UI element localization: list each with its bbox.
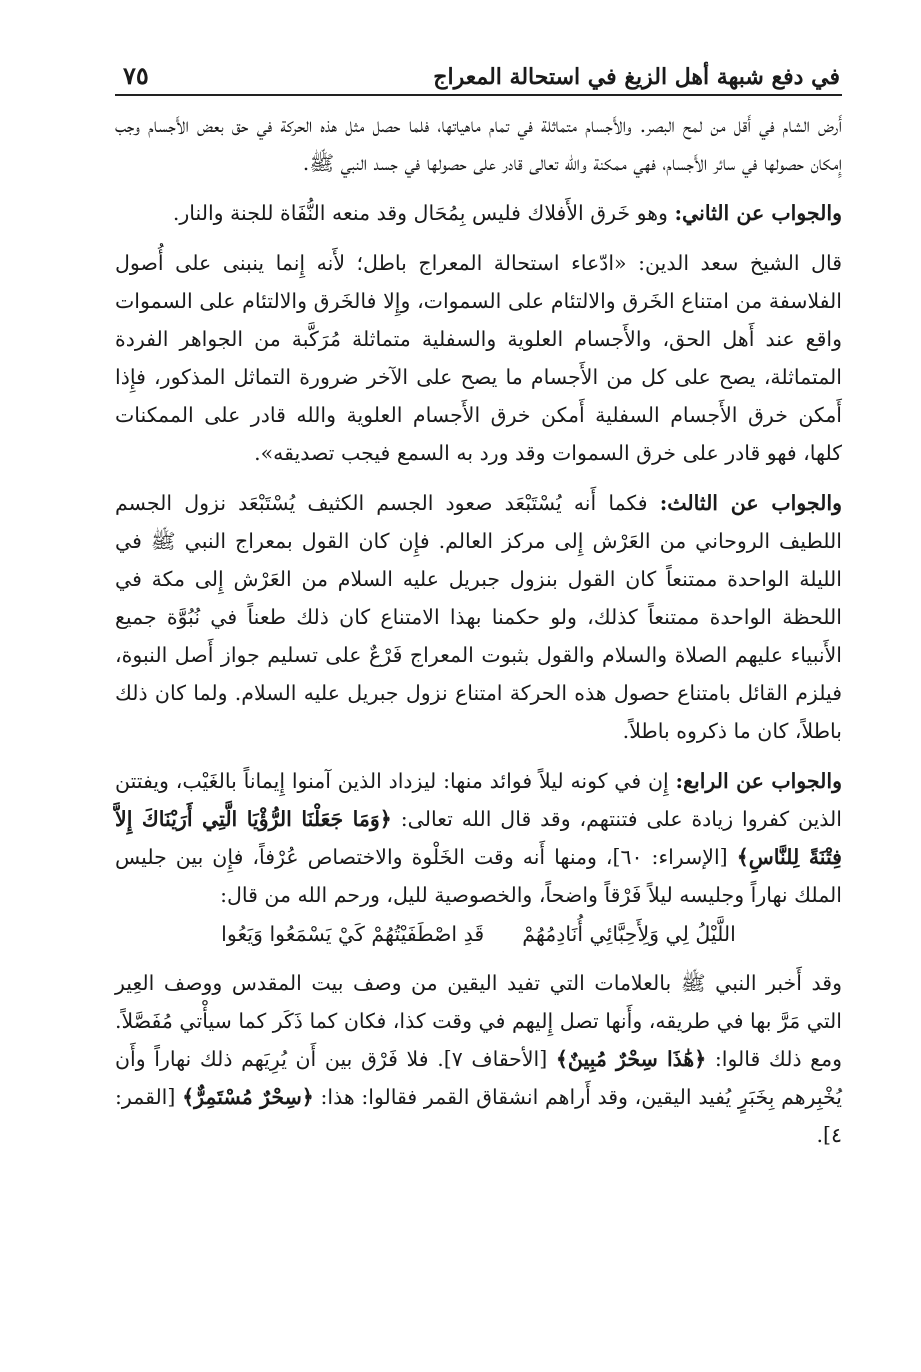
- paragraph-6-text-c: [القمر: ٤].: [115, 1085, 842, 1147]
- page-number: ٧٥: [123, 61, 149, 90]
- verse-first-hemistich: اللَّيْلُ لِي وَلِأَحِبَّائِي أُنَادِمُهُمْ: [522, 922, 736, 946]
- paragraph-2-text: وهو خَرق الأَفلاك فليس بِمُحَال وقد منعه النُّفَاة للجنة والنار.: [172, 201, 675, 225]
- quran-quote: ﴿وَمَا جَعَلْنَا الرُّؤْيَا الَّتِي أَرَيْنَاكَ إِلاَّ فِتْنَةً لِلنَّاسِ﴾: [115, 807, 842, 869]
- poetry-verse: [115, 916, 842, 952]
- paragraph-3: قال الشيخ سعد الدين: «ادّعاء استحالة المعراج باطل؛ لأَنه إِنما ينبنى على أُصول الفلاسفة من امتناع الخَرق والالتئام على السموات، وإِلا فالخَرق والالتئام على السموات واقع عند أَهل الحق، والأَجسام العلوية والسفلية متماثلة مُرَكَّبة من الجواهر الفردة المتماثلة، يصح على كل من الأَجسام ما يصح على الآخر ضرورة التماثل المذكور، فإِذا أَمكن خرق الأَجسام السفلية أَمكن خرق الأَجسام العلوية والله قادر على الممكنات كلها، فهو قادر على خرق السموات وقد ورد به السمع فيجب تصديقه».: [115, 251, 842, 465]
- paragraph-2: [115, 194, 842, 232]
- paragraph-6-text-a: وقد أَخبر النبي ﷺ بالعلامات التي تفيد اليقين من وصف بيت المقدس ووصف العِير التي مَرَّ بها في طريقه، وأَنها تصل إِليهم في وقت كذا، فكان كما ذَكَر كما سيأْتي مُفَصَّلاً. ومع ذلك قالوا:: [115, 971, 842, 1071]
- answer-heading-third: والجواب عن الثالث:: [659, 491, 842, 515]
- quran-quote-a: ﴿هَٰذَا سِحْرٌ مُبِينٌ﴾: [555, 1047, 707, 1071]
- page-header: [115, 40, 842, 90]
- paragraph-6-text-b: [الأحقاف ٧]. فلا فَرْق بين أَن يُرِيَهم ذلك نهاراً وأَن يُخْبِرهم بِخَبَرٍ يُفيد اليقين، وقد أَراهم انشقاق القمر فقالوا: هذا:: [115, 1047, 842, 1109]
- paragraph-5-text-b: [الإسراء: ٦٠]، ومنها أَنه وقت الخَلْوة والاختصاص عُرْفاً، فإِن بين جليس الملك نهاراً وجليسه ليلاً فَرْقاً واضحاً، والخصوصية لليل، ورحم الله من قال:: [115, 845, 842, 907]
- header-rule: [115, 94, 842, 96]
- answer-heading-second: والجواب عن الثاني:: [674, 201, 842, 225]
- paragraph-4: [115, 484, 842, 750]
- paragraph-6: [115, 964, 842, 1154]
- answer-heading-fourth: والجواب عن الرابع:: [675, 769, 842, 793]
- running-title: في دفع شبهة أهل الزيغ في استحالة المعراج: [433, 64, 840, 90]
- book-page: [115, 40, 842, 1340]
- paragraph-5: [115, 762, 842, 914]
- quran-quote-b: ﴿سِحْرٌ مُسْتَمِرٌّ﴾: [182, 1085, 314, 1109]
- paragraph-5-text-a: إِن في كونه ليلاً فوائد منها: ليزداد الذين آمنوا إِيماناً بالغَيْب، ويفتتن الذين كفروا زيادة على فتنتهم، وقد قال الله تعالى:: [115, 769, 842, 831]
- page-body: [115, 106, 842, 1154]
- paragraph-4-text: فكما أَنه يُسْتَبْعَد صعود الجسم الكثيف يُسْتَبْعَد نزول الجسم اللطيف الروحاني من العَرْش إِلى مركز العالم. فإِن كان القول بمعراج النبي ﷺ في الليلة الواحدة ممتنعاً كان القول بنزول جبريل عليه السلام من العَرْش إِلى مكة في اللحظة الواحدة ممتنعاً كذلك، ولو حكمنا بهذا الامتناع كان ذلك طعناً في نُبُوَّة جميع الأَنبياء عليهم الصلاة والسلام والقول بثبوت المعراج فَرْعٌ على تسليم جواز أَصل النبوة، فيلزم القائل بامتناع حصول هذه الحركة امتناع نزول جبريل عليه السلام. ولما كان ذلك باطلاً، كان ما ذكروه باطلاً.: [115, 491, 842, 743]
- paragraph-1: أَرض الشام في أَقل من لمح البصر. والأَجسام متماثلة في تمام ماهياتها، فلما حصل مثل هذه الحركة في حق بعض الأَجسام وجب إِمكان حصولها في سائر الأَجسام، فهي ممكنة والله تعالى قادر على حصولها في جسد النبي ﷺ.: [115, 113, 842, 175]
- verse-second-hemistich: قَدِ اصْطَفَيْتُهُمْ كَيْ يَسْمَعُوا وَيَعُوا: [221, 922, 485, 946]
